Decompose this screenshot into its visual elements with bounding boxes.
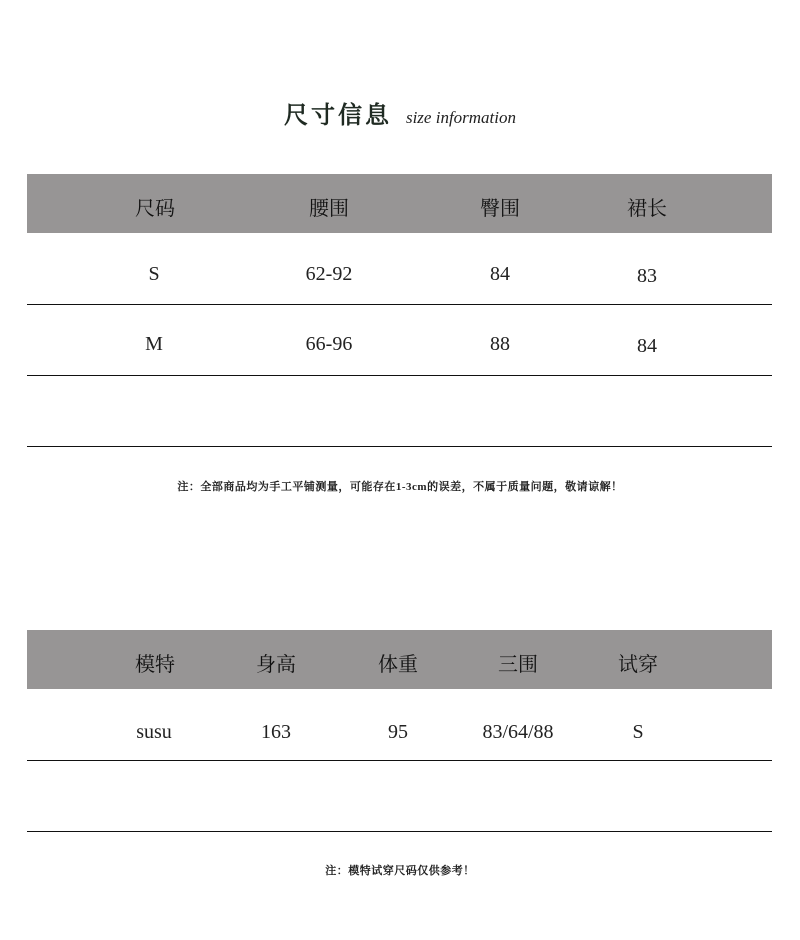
- header-height: 身高: [256, 654, 296, 676]
- table-row-empty: [27, 376, 772, 447]
- size-note: 注：全部商品均为手工平铺测量，可能存在1-3cm的误差，不属于质量问题，敬请谅解！: [177, 481, 623, 493]
- model-table-header: [27, 630, 772, 689]
- cell-hip: 84: [490, 263, 510, 285]
- table-row-empty: [27, 761, 772, 832]
- cell-size: M: [145, 333, 163, 355]
- table-row: [27, 233, 772, 305]
- header-skirt-length: 裙长: [627, 198, 667, 220]
- header-model: 模特: [135, 654, 175, 676]
- size-table-header: [27, 174, 772, 233]
- size-table: [27, 174, 772, 447]
- header-hip: 臀围: [480, 198, 520, 220]
- cell-skirt-length: 83: [637, 265, 657, 287]
- cell-hip: 88: [490, 333, 510, 355]
- model-note: 注：模特试穿尺码仅供参考！: [325, 865, 475, 877]
- cell-tried-size: S: [632, 721, 644, 743]
- cell-height: 163: [261, 721, 291, 743]
- cell-model: susu: [136, 721, 172, 743]
- header-measurements: 三围: [498, 654, 538, 676]
- cell-skirt-length: 84: [637, 335, 657, 357]
- model-table: [27, 630, 772, 832]
- header-waist: 腰围: [309, 198, 349, 220]
- cell-waist: 66-96: [305, 333, 353, 355]
- title-en: size information: [405, 108, 517, 127]
- header-weight: 体重: [378, 654, 418, 676]
- cell-weight: 95: [388, 721, 408, 743]
- table-row: [27, 305, 772, 376]
- cell-waist: 62-92: [305, 263, 353, 285]
- title-zh: 尺寸信息: [283, 103, 392, 129]
- page-title: [0, 95, 800, 130]
- table-row: [27, 689, 772, 761]
- cell-size: S: [148, 263, 160, 285]
- header-tried-size: 试穿: [618, 654, 658, 676]
- cell-measurements: 83/64/88: [482, 721, 554, 743]
- header-size: 尺码: [135, 198, 175, 220]
